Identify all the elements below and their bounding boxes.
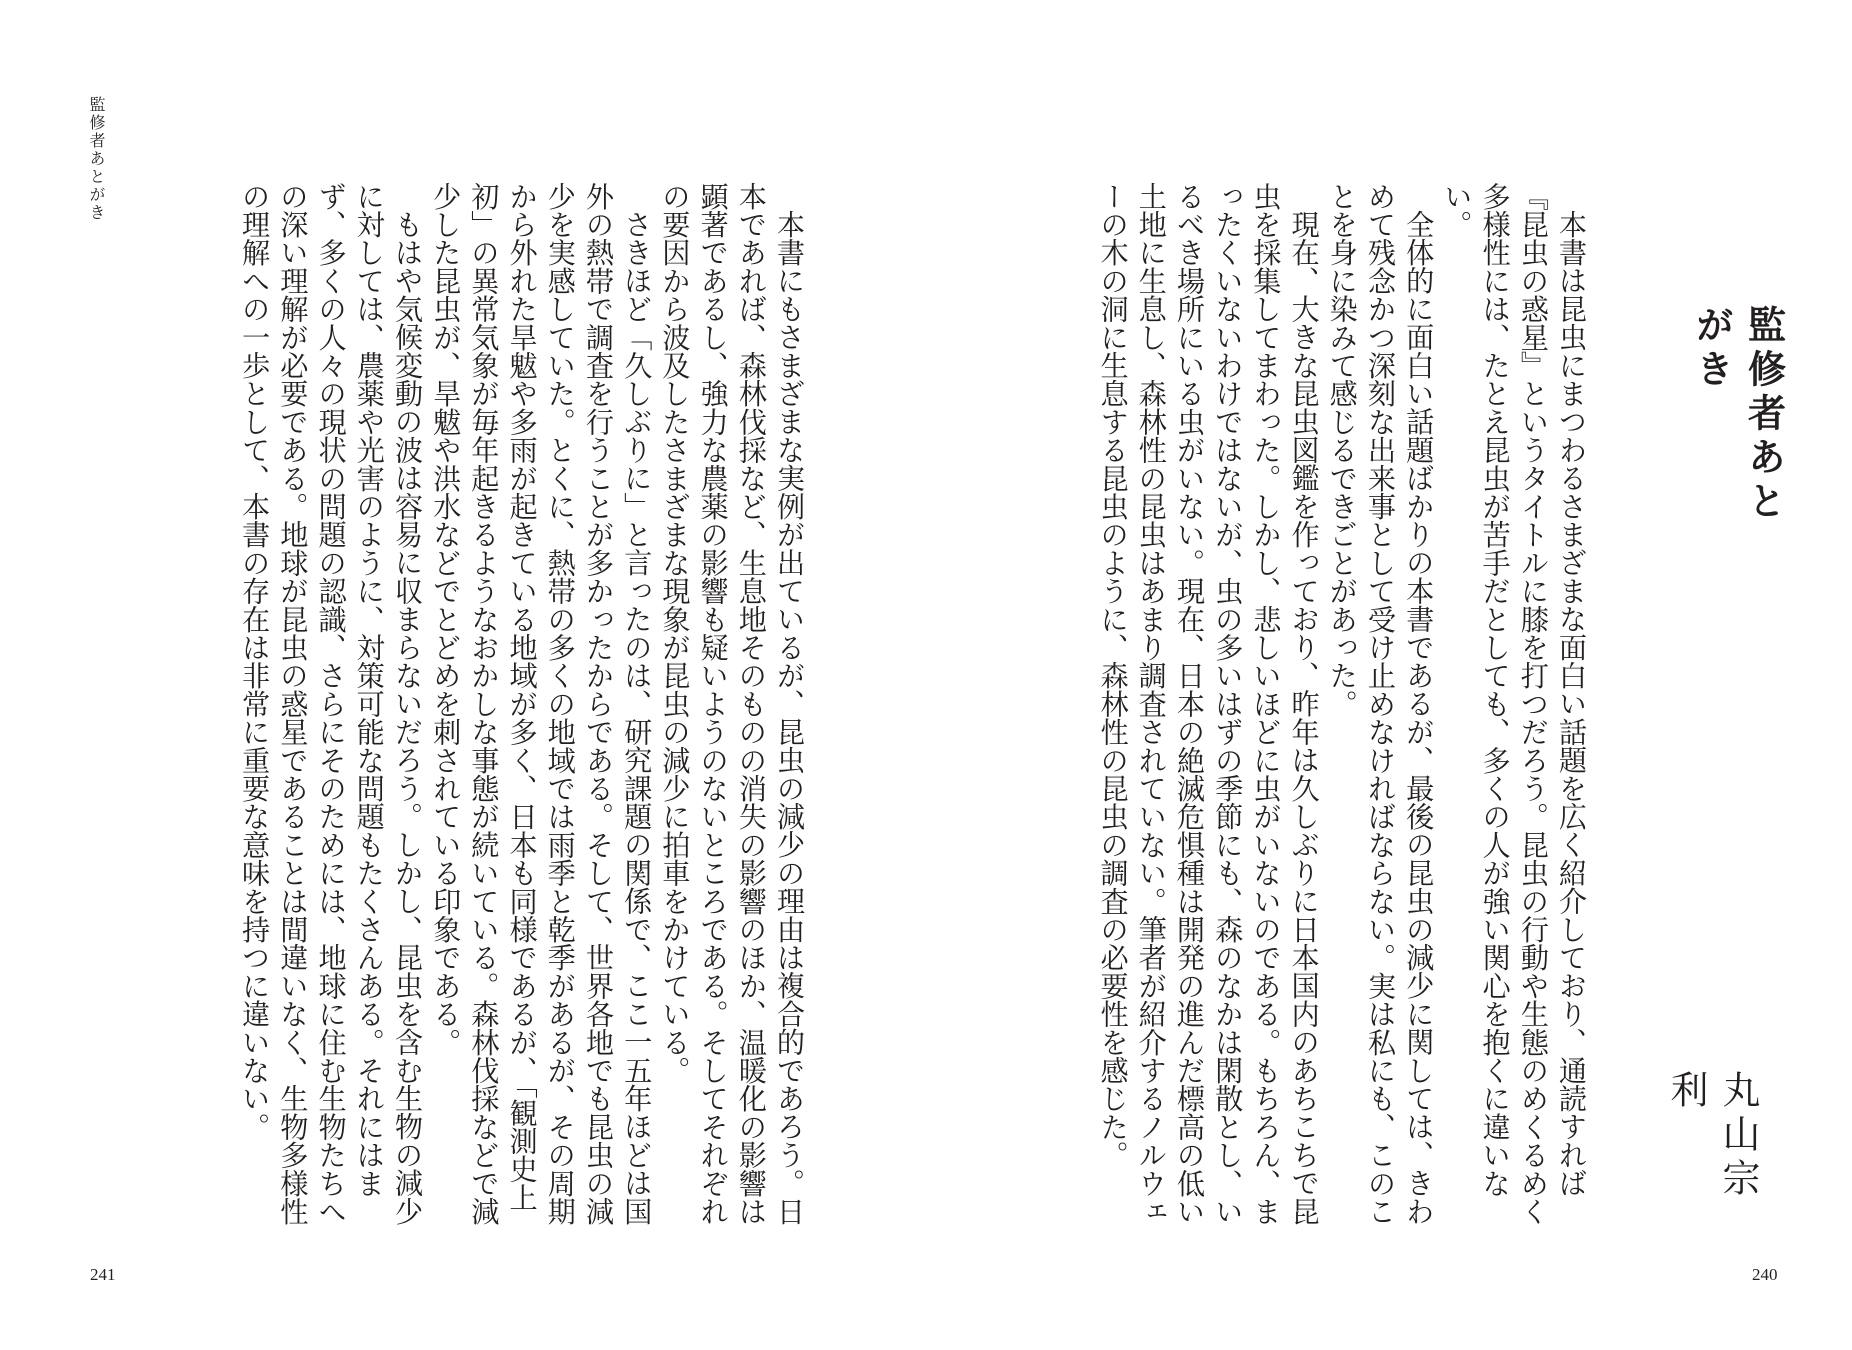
running-head: 監修者あとがき (87, 96, 106, 222)
afterword-title: 監修者あとがき (1689, 305, 1787, 525)
paragraph: 本書にもさまざまな実例が出ているが、昆虫の減少の理由は複合的であろう。日本であれば、森林伐採など、生息地そのものの消失の影響のほか、温暖化の影響は顕著であるし、強力な農薬の影響も疑いようのないところである。そしてそれぞれの要因から波及したさまざまな現象が昆虫の減少に拍車をかけている。 (658, 182, 806, 1226)
right-page-body (1060, 182, 1590, 1242)
page-number: 240 (1752, 1265, 1778, 1284)
paragraph: もはや気候変動の波は容易に収まらないだろう。しかし、昆虫を含む生物の減少に対しては、農薬や光害のように、対策可能な問題もたくさんある。それにはまず、多くの人々の現状の問題の認識、さらにそのためには、地球に住む生物たちへの深い理解が必要である。地球が昆虫の惑星であることは間違いなく、生物多様性の理解への一歩として、本書の存在は非常に重要な意味を持つに違いない。 (238, 182, 424, 1226)
paragraph: 全体的に面白い話題ばかりの本書であるが、最後の昆虫の減少に関しては、きわめて残念かつ深刻な出来事として受け止めなければならない。実は私にも、このことを身に染みて感じるできごとがあった。 (1325, 182, 1436, 1226)
paragraph: 現在、大きな昆虫図鑑を作っており、昨年は久しぶりに日本国内のあちこちで昆虫を採集してまわった。しかし、悲しいほどに虫がいないのである。もちろん、まったくいないわけではないが、虫の多いはずの季節にも、森のなかは閑散とし、いるべき場所にいる虫がいない。現在、日本の絶滅危惧種は開発の進んだ標高の低い土地に生息し、森林性の昆虫はあまり調査されていない。筆者が紹介するノルウェーの木の洞に生息する昆虫のように、森林性の昆虫の調査の必要性を感じた。 (1096, 182, 1321, 1226)
author-name: 丸山宗利 (1664, 1070, 1760, 1202)
paragraph: 本書は昆虫にまつわるさまざまな面白い話題を広く紹介しており、通読すれば『昆虫の惑星』というタイトルに膝を打つだろう。昆虫の行動や生態のめくるめく多様性には、たとえ昆虫が苦手だとしても、多くの人が強い関心を抱くに違いない。 (1440, 182, 1588, 1226)
paragraph: さきほど「久しぶりに」と言ったのは、研究課題の関係で、ここ一五年ほどは国外の熱帯で調査を行うことが多かったからである。そして、世界各地でも昆虫の減少を実感していた。とくに、熱帯の多くの地域では雨季と乾季があるが、その周期から外れた旱魃や多雨が起きている地域が多く、日本も同様であるが、「観測史上初」の異常気象が毎年起きるようなおかしな事態が続いている。森林伐採などで減少した昆虫が、旱魃や洪水などでとどめを刺されている印象である。 (429, 182, 654, 1226)
left-page-body (128, 182, 808, 1242)
page-number: 241 (90, 1265, 116, 1284)
